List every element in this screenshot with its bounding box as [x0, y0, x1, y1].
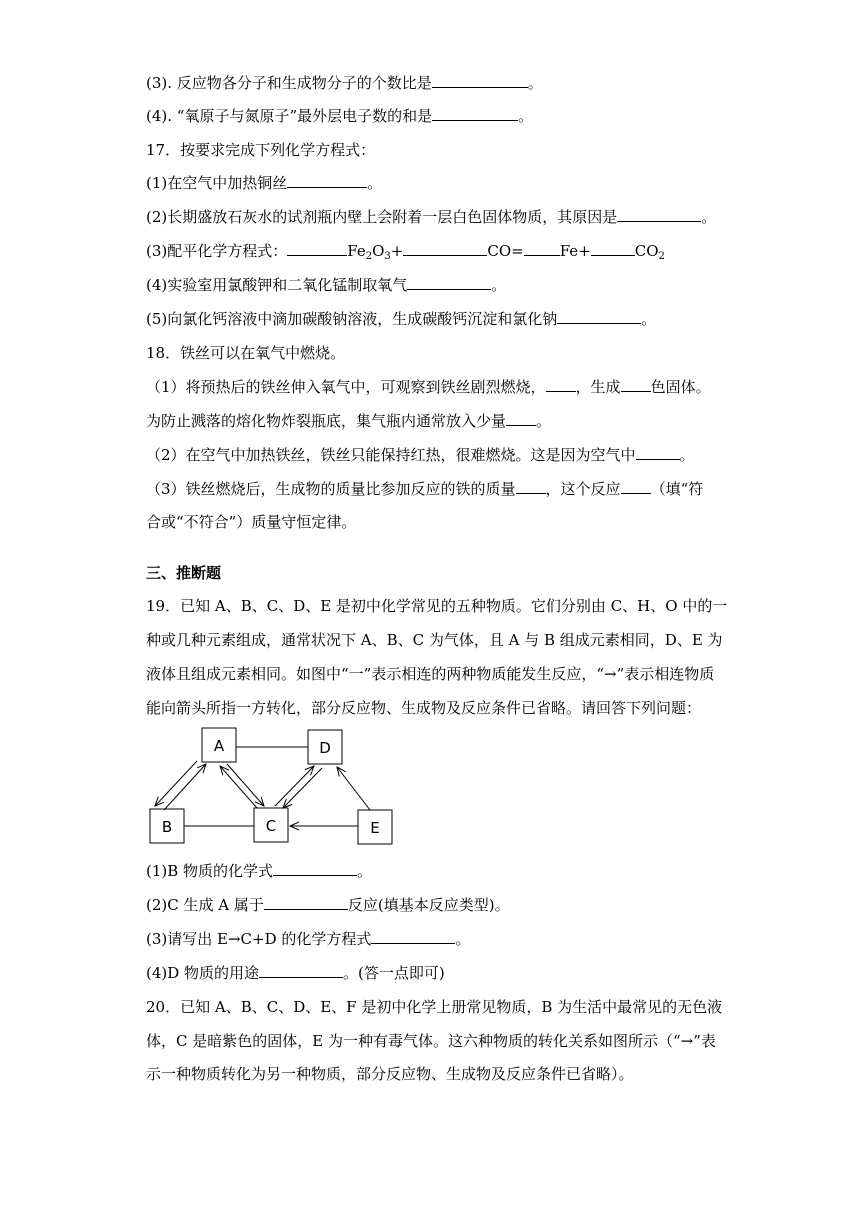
q18-part3-line2: 合或“不符合”）质量守恒定律。 [146, 513, 357, 531]
q19-text-line: 种或几种元素组成，通常状况下 A、B、C 为气体，且 A 与 B 组成元素相同，D、E 为 [146, 631, 723, 649]
q17-part3: (3)配平化学方程式： $Fe_2O_3+ CO= Fe+ CO_2$ [146, 242, 665, 262]
q18-part1-line2: 为防止溅落的熔化物炸裂瓶底，集气瓶内通常放入少量 。 [146, 412, 552, 430]
q19-text-line: 液体且组成元素相同。如图中“一”表示相连的两种物质能发生反应，“→”表示相连物质 [146, 665, 715, 683]
node-c-label: C [265, 817, 277, 835]
answer-blank[interactable] [287, 173, 367, 188]
q19-part1: (1)B 物质的化学式 。 [146, 862, 373, 880]
q17-part5: (5)向氯化钙溶液中滴加碳酸钠溶液，生成碳酸钙沉淀和氯化钠 。 [146, 310, 657, 328]
answer-blank[interactable] [259, 963, 343, 978]
arrow-d-to-c [283, 768, 322, 808]
q16-part4: (4). “氧原子与氮原子”最外层电子数的和是 。 [146, 107, 534, 125]
q19-relationship-diagram [140, 718, 400, 850]
answer-blank[interactable] [273, 861, 357, 876]
answer-blank[interactable] [557, 309, 641, 324]
q19-text-line: 19．已知 A、B、C、D、E 是初中化学常见的五种物质。它们分别由 C、H、O 中的一 [146, 597, 728, 615]
q19-part3: (3)请写出 E→C+D 的化学方程式 。 [146, 930, 471, 948]
answer-blank[interactable] [403, 241, 487, 256]
answer-blank[interactable] [546, 377, 576, 392]
q18-title: 18．铁丝可以在氧气中燃烧。 [146, 344, 346, 362]
answer-blank[interactable] [506, 411, 536, 426]
answer-blank[interactable] [591, 241, 635, 256]
q18-part1: （1）将预热后的铁丝伸入氧气中，可观察到铁丝剧烈燃烧， ，生成 色固体。 [146, 378, 711, 396]
q19-text-line: 能向箭头所指一方转化，部分反应物、生成物及反应条件已省略。请回答下列问题： [146, 699, 702, 717]
q20-text-line: 体，C 是暗紫色的固体，E 为一种有毒气体。这六种物质的转化关系如图所示（“→”表 [146, 1032, 716, 1050]
arrow-c-to-a [220, 766, 257, 808]
q17-part4: (4)实验室用氯酸钾和二氧化锰制取氧气 。 [146, 276, 507, 294]
q20-text-line: 示一种物质转化为另一种物质，部分反应物、生成物及反应条件已省略）。 [146, 1065, 634, 1083]
answer-blank[interactable] [264, 895, 348, 910]
q19-part2: (2)C 生成 A 属于 反应(填基本反应类型)。 [146, 896, 510, 914]
answer-blank[interactable] [407, 275, 491, 290]
answer-blank[interactable] [636, 445, 680, 460]
node-e-label: E [370, 819, 380, 837]
answer-blank[interactable] [524, 241, 560, 256]
q17-part1: (1)在空气中加热铜丝 。 [146, 174, 383, 192]
answer-blank[interactable] [621, 479, 651, 494]
node-a-label: A [213, 737, 225, 755]
node-b-label: B [161, 818, 173, 836]
answer-blank[interactable] [432, 106, 518, 121]
answer-blank[interactable] [617, 207, 701, 222]
q17-title: 17．按要求完成下列化学方程式： [146, 141, 376, 159]
answer-blank[interactable] [432, 73, 528, 88]
arrow-c-to-d [275, 766, 314, 806]
section-heading: 三、推断题 [146, 564, 222, 582]
answer-blank[interactable] [287, 241, 347, 256]
node-d-label: D [319, 739, 331, 757]
arrow-e-to-d [337, 767, 370, 810]
q18-part3: （3）铁丝燃烧后，生成物的质量比参加反应的铁的质量 ，这个反应 （填“符 [146, 480, 704, 498]
q17-part2: (2)长期盛放石灰水的试剂瓶内壁上会附着一层白色固体物质，其原因是 。 [146, 208, 717, 226]
arrow-a-to-b [155, 761, 197, 806]
q20-text-line: 20．已知 A、B、C、D、E、F 是初中化学上册常见物质，B 为生活中最常见的无色液 [146, 998, 723, 1016]
answer-blank[interactable] [621, 377, 651, 392]
q18-part2: （2）在空气中加热铁丝，铁丝只能保持红热，很难燃烧。这是因为空气中 。 [146, 446, 695, 464]
q19-part4: (4)D 物质的用途 。(答一点即可) [146, 964, 445, 982]
answer-blank[interactable] [371, 929, 455, 944]
arrow-b-to-a [164, 764, 206, 810]
answer-blank[interactable] [516, 479, 546, 494]
q16-part3: (3). 反应物各分子和生成物分子的个数比是 。 [146, 74, 543, 92]
arrow-a-to-c [227, 764, 264, 806]
